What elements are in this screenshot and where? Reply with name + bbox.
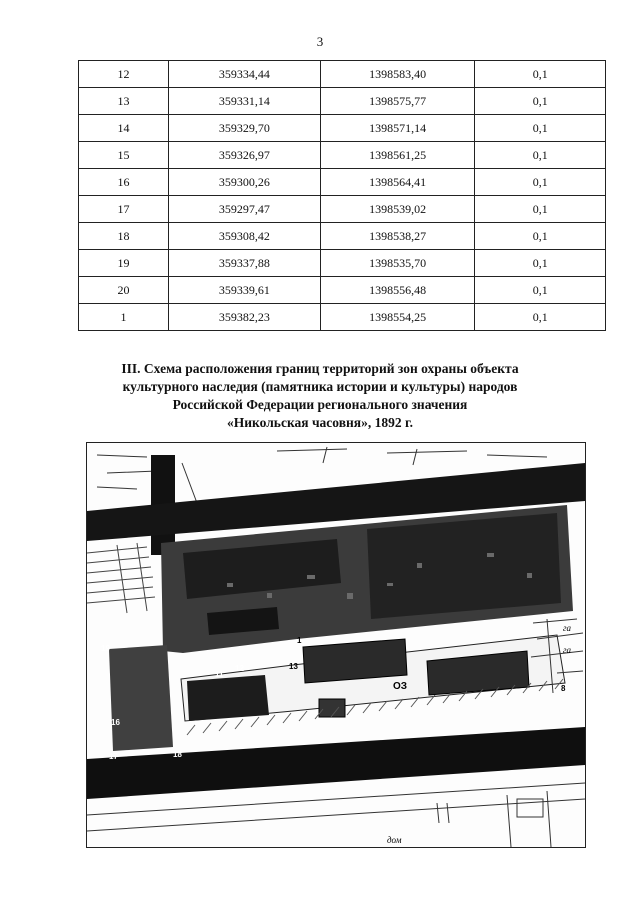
table-cell: 0,1	[475, 142, 606, 169]
table-cell: 0,1	[475, 250, 606, 277]
table-cell: 15	[79, 142, 169, 169]
table-cell: 0,1	[475, 304, 606, 331]
small-building	[319, 699, 345, 717]
table-cell: 359331,14	[169, 88, 321, 115]
table-cell: 0,1	[475, 277, 606, 304]
table-cell: 1398561,25	[320, 142, 475, 169]
table-cell: 20	[79, 277, 169, 304]
table-cell: 12	[79, 61, 169, 88]
heading-line: Российской Федерации регионального значения	[172, 397, 468, 412]
table-cell: 16	[79, 169, 169, 196]
street-fragment: дом	[387, 835, 402, 845]
street-fragment: гa	[563, 623, 572, 633]
table-cell: 359300,26	[169, 169, 321, 196]
point-label: 11	[215, 670, 224, 679]
building-in-zone	[303, 639, 407, 683]
point-label: 13	[289, 662, 298, 671]
table-cell: 359297,47	[169, 196, 321, 223]
table-cell: 18	[79, 223, 169, 250]
street-fragment: гa	[563, 645, 572, 655]
table-cell: 1398575,77	[320, 88, 475, 115]
table-cell: 359337,88	[169, 250, 321, 277]
table-cell: 1398538,27	[320, 223, 475, 250]
table-row	[79, 223, 606, 250]
table-cell: 1398554,25	[320, 304, 475, 331]
table-cell: 1398556,48	[320, 277, 475, 304]
table-cell: 359339,61	[169, 277, 321, 304]
building-in-zone	[187, 675, 269, 721]
table-cell: 0,1	[475, 223, 606, 250]
table-row	[79, 142, 606, 169]
boundary-block-left	[109, 645, 173, 751]
table-cell: 1398564,41	[320, 169, 475, 196]
point-label: 16	[111, 718, 120, 727]
table-row	[79, 61, 606, 88]
table-cell: 14	[79, 115, 169, 142]
table-cell: 17	[79, 196, 169, 223]
table-cell: 0,1	[475, 61, 606, 88]
table-cell: 1398571,14	[320, 115, 475, 142]
heading-line: III. Схема расположения границ территорий зон охраны объекта	[121, 361, 519, 376]
table-row	[79, 88, 606, 115]
point-label: 19	[101, 644, 110, 653]
table-cell: 13	[79, 88, 169, 115]
table-cell: 1398535,70	[320, 250, 475, 277]
table-cell: 359334,44	[169, 61, 321, 88]
table-cell: 0,1	[475, 169, 606, 196]
section-heading	[70, 360, 570, 432]
boundary-scheme-map	[86, 442, 586, 848]
table-cell: 359382,23	[169, 304, 321, 331]
map-drawing	[87, 443, 585, 847]
page-number: 3	[316, 34, 324, 49]
building-block	[367, 513, 561, 619]
table-cell: 1	[79, 304, 169, 331]
table-cell: 359326,97	[169, 142, 321, 169]
point-label: 8	[561, 684, 566, 693]
point-label: 12	[235, 664, 244, 673]
table-cell: 359308,42	[169, 223, 321, 250]
table-cell: 1398539,02	[320, 196, 475, 223]
left-hatched-block	[87, 543, 155, 613]
table-cell: 0,1	[475, 88, 606, 115]
table-row	[79, 115, 606, 142]
table-cell: 0,1	[475, 115, 606, 142]
coordinates-table	[78, 60, 606, 331]
point-label: 1	[297, 636, 302, 645]
table-row	[79, 277, 606, 304]
heading-line: «Никольская часовня», 1892 г.	[227, 415, 413, 430]
table-row	[79, 250, 606, 277]
table-row	[79, 304, 606, 331]
zone-label: ОЗ	[393, 681, 408, 692]
table-cell: 0,1	[475, 196, 606, 223]
table-cell: 19	[79, 250, 169, 277]
heading-line: культурного наследия (памятника истории и культуры) народов	[122, 379, 518, 394]
table-row	[79, 169, 606, 196]
table-cell: 1398583,40	[320, 61, 475, 88]
point-label: 18	[173, 750, 182, 759]
table-cell: 359329,70	[169, 115, 321, 142]
table-row	[79, 196, 606, 223]
point-label: 17	[109, 752, 118, 761]
